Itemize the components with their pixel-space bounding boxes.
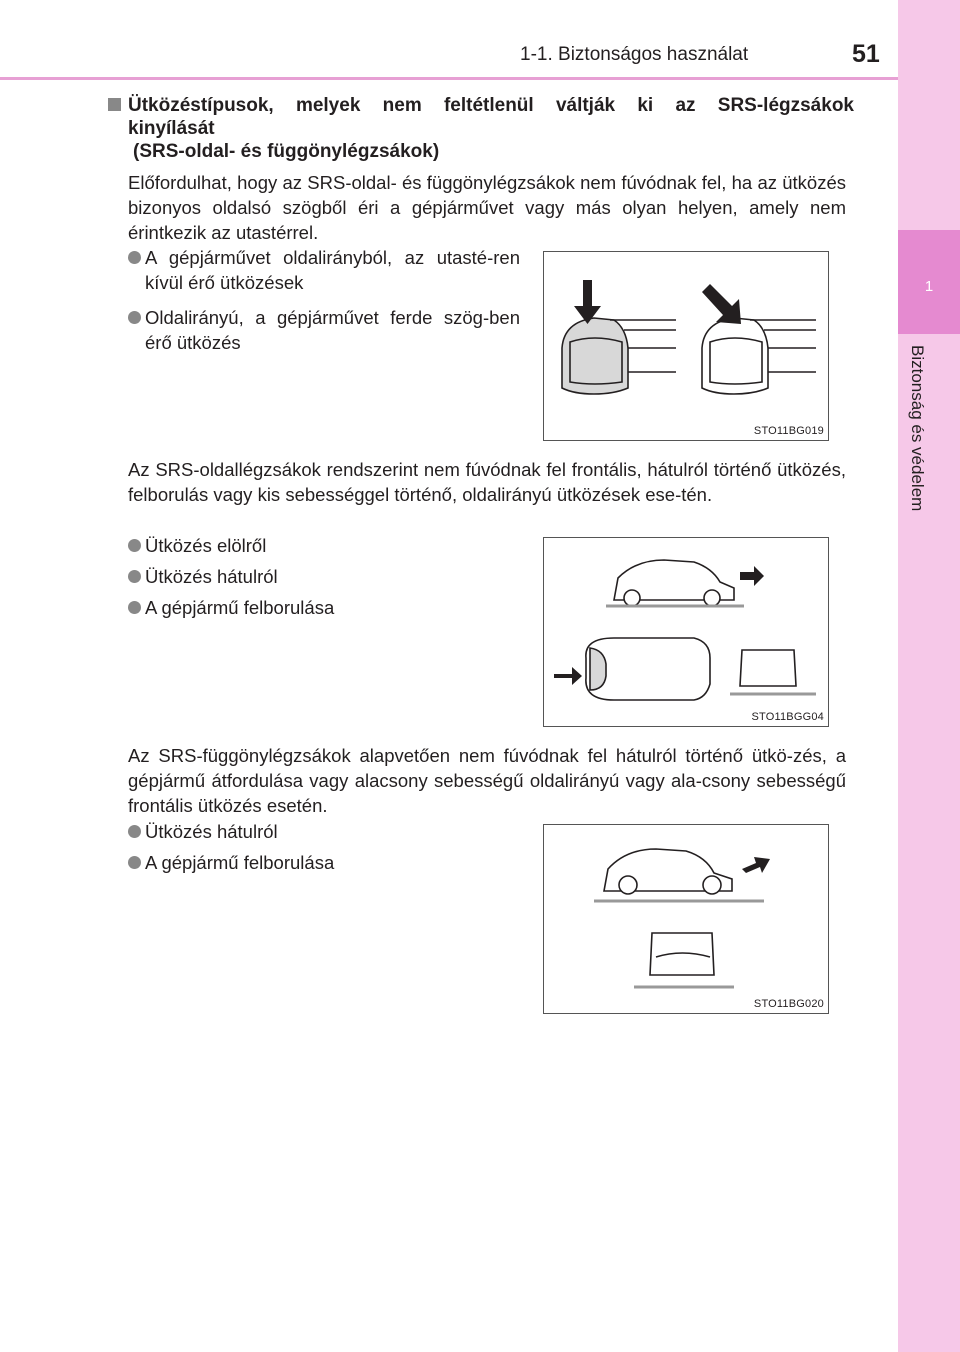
list-item-text: Ütközés hátulról bbox=[145, 566, 278, 587]
section-heading bbox=[108, 94, 854, 163]
paragraph-curtain-airbags: Az SRS-függönylégzsákok alapvetően nem fúvódnak fel hátulról történő ütkö-zés, a gépjármű átfordulása vagy alacsony sebességű oldalirányú vagy ala-csony sebességű frontális ütközés esetén. bbox=[128, 745, 846, 816]
figure-code: STO11BGG04 bbox=[751, 711, 824, 723]
figure-side-impact bbox=[543, 251, 829, 441]
arrow-icon bbox=[574, 280, 741, 324]
circle-bullet-icon bbox=[128, 856, 141, 869]
chapter-number: 1 bbox=[924, 278, 934, 295]
paragraph-intro: Előfordulhat, hogy az SRS-oldal- és függönylégzsákok nem fúvódnak fel, ha az ütközés bizonyos oldalsó szögből éri a gépjárművet vagy más olyan helyen, amely nem érintkezik az utastérrel. bbox=[128, 172, 846, 243]
section-heading-line3: (SRS-oldal- és függönylégzsákok) bbox=[133, 141, 440, 162]
car-top-view-icon bbox=[544, 252, 828, 440]
arrow-icon bbox=[742, 857, 770, 873]
bullet-list-side bbox=[128, 245, 520, 355]
chapter-title: Biztonság és védelem bbox=[908, 345, 927, 512]
list-item-text: Ütközés elölről bbox=[145, 535, 267, 556]
bullet-list-curtain-airbags bbox=[128, 819, 508, 875]
list-item-text: Oldalirányú, a gépjárművet ferde szög-ben érő ütközés bbox=[145, 307, 520, 353]
square-bullet-icon bbox=[108, 98, 121, 111]
list-item-text: A gépjárművet oldalirányból, az utasté-ren kívül érő ütközések bbox=[145, 247, 520, 293]
list-item bbox=[128, 533, 508, 558]
figure-code: STO11BG019 bbox=[753, 425, 824, 437]
list-item-text: A gépjármű felborulása bbox=[145, 852, 335, 873]
figure-code: STO11BG020 bbox=[753, 998, 824, 1010]
section-heading-line2: kinyílását bbox=[128, 118, 215, 139]
figure-front-rear-rollover bbox=[543, 537, 829, 727]
circle-bullet-icon bbox=[128, 825, 141, 838]
header-rule bbox=[0, 77, 898, 80]
circle-bullet-icon bbox=[128, 539, 141, 552]
bullet-list-side-airbags bbox=[128, 533, 508, 620]
list-item bbox=[128, 305, 520, 355]
car-side-view-icon bbox=[544, 538, 828, 726]
list-item bbox=[128, 850, 508, 875]
circle-bullet-icon bbox=[128, 311, 141, 324]
side-tab-strip bbox=[898, 0, 960, 1352]
page-number: 51 bbox=[852, 40, 880, 68]
car-overturned-icon bbox=[544, 825, 828, 1013]
list-item-text: A gépjármű felborulása bbox=[145, 597, 335, 618]
paragraph-side-airbags: Az SRS-oldallégzsákok rendszerint nem fúvódnak fel frontális, hátulról történő ütközés, felborulás vagy kis sebességgel történő, oldalirányú ütközések ese-tén. bbox=[128, 459, 846, 505]
circle-bullet-icon bbox=[128, 601, 141, 614]
running-header: 1-1. Biztonságos használat bbox=[520, 44, 749, 65]
circle-bullet-icon bbox=[128, 570, 141, 583]
list-item bbox=[128, 819, 508, 844]
circle-bullet-icon bbox=[128, 251, 141, 264]
list-item bbox=[128, 564, 508, 589]
figure-rear-rollover bbox=[543, 824, 829, 1014]
list-item bbox=[128, 245, 520, 295]
section-heading-line1: Ütközéstípusok, melyek nem feltétlenül váltják ki az SRS-légzsákok bbox=[128, 95, 854, 116]
list-item-text: Ütközés hátulról bbox=[145, 821, 278, 842]
list-item bbox=[128, 595, 508, 620]
